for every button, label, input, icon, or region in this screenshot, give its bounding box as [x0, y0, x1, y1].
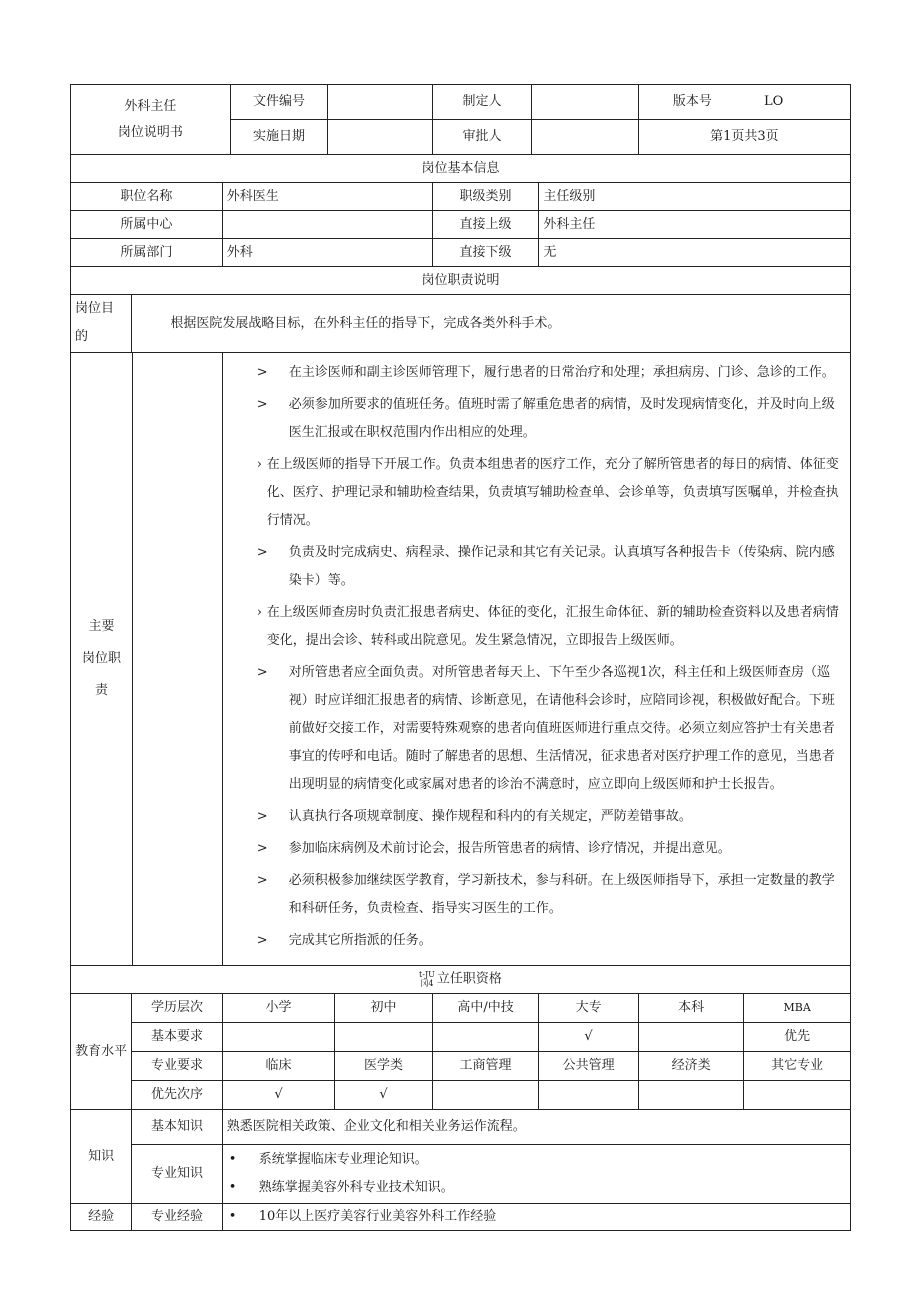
duty-marker: > — [256, 365, 268, 380]
basic-req-cell: √ — [539, 1023, 639, 1052]
superior-label: 直接上级 — [432, 211, 539, 239]
duty-marker: > — [256, 873, 268, 888]
major-cell: 工商管理 — [432, 1052, 539, 1081]
pro-knowledge-label: 专业知识 — [132, 1145, 222, 1204]
grade-label: 职级类别 — [432, 183, 539, 211]
doc-no-label: 文件编号 — [230, 85, 327, 120]
priority-cell: √ — [335, 1081, 432, 1110]
pro-knowledge-item — [227, 1174, 846, 1202]
dept-value: 外科 — [222, 239, 432, 267]
approver-label: 审批人 — [432, 120, 532, 155]
version-value: LO — [763, 94, 784, 109]
dept-label: 所属部门 — [71, 239, 223, 267]
duties-list — [222, 353, 850, 966]
experience-label: 经验 — [71, 1204, 132, 1231]
position-value: 外科医生 — [222, 183, 432, 211]
bullet-icon: • — [228, 1180, 237, 1195]
center-value — [222, 211, 432, 239]
purpose-label-2: 的 — [75, 329, 89, 344]
major-cell: 医学类 — [335, 1052, 432, 1081]
pro-experience-label: 专业经验 — [132, 1204, 222, 1231]
duty-text: 在上级医师查房时负责汇报患者病史、体征的变化，汇报生命体征、新的辅助检查资料以及患者病情变化，提出会诊、转科或出院意见。发生紧急情况，立即报告上级医师。 — [266, 605, 839, 648]
duty-text: 必须积极参加继续医学教育，学习新技术，参与科研。在上级医师指导下，承担一定数量的教学和科研任务，负责检查、指导实习医生的工作。 — [288, 873, 835, 916]
level-cell: 本科 — [638, 994, 744, 1023]
duty-marker: > — [256, 933, 268, 948]
duty-item — [257, 359, 846, 387]
priority-cell — [432, 1081, 539, 1110]
purpose-text: 根据医院发展战略目标，在外科主任的指导下，完成各类外科手术。 — [132, 295, 851, 353]
duty-item — [257, 867, 846, 923]
duty-text: 参加临床病例及术前讨论会，报告所管患者的病情、诊疗情况，并提出意见。 — [288, 841, 731, 856]
level-label: 学历层次 — [132, 994, 222, 1023]
duty-text: 在上级医师的指导下开展工作。负责本组患者的医疗工作，充分了解所管患者的每日的病情、体征变化、医疗、护理记录和辅助检查结果，负责填写辅助检查单、会诊单等，负责填写医嘱单，并检查执行情况。 — [266, 457, 839, 528]
pro-knowledge-text: 系统掌握临床专业理论知识。 — [258, 1152, 428, 1167]
title-line-2: 岗位说明书 — [117, 124, 183, 140]
duty-text: 完成其它所指派的任务。 — [288, 933, 432, 948]
duty-marker: > — [256, 545, 268, 560]
job-description-document — [70, 84, 851, 1231]
duty-text: 认真执行各项规章制度、操作规程和科内的有关规定，严防差错事故。 — [288, 809, 692, 824]
basic-req-cell: 优先 — [744, 1023, 851, 1052]
doc-no-value — [328, 85, 433, 120]
level-cell: MBA — [744, 994, 851, 1023]
superior-value: 外科主任 — [539, 211, 851, 239]
main-label-3: 责 — [94, 683, 108, 698]
duty-text: 对所管患者应全面负责。对所管患者每天上、下午至少各巡视1次，科主任和上级医师查房（巡视）时应详细汇报患者的病情、诊断意见，在请他科会诊时，应陪同诊视，积极做好配合。下班前做好交接工作，对需要特殊观察的患者向值班医师进行重点交待。必须立刻应答护士有关患者事宜的传呼和电话。随时了解患者的思想、生活情况，征求患者对医疗护理工作的意见，当患者出现明显的病情变化或家属对患者的诊治不满意时，应立即向上级医师和护士长报告。 — [288, 665, 835, 792]
qualification-title-prefix: t-JU 冈4 — [419, 970, 435, 989]
priority-cell — [744, 1081, 851, 1110]
duty-text: 负责及时完成病史、病程录、操作记录和其它有关记录。认真填写各种报告卡（传染病、院内感染卡）等。 — [288, 545, 835, 588]
document-title-cell — [71, 85, 231, 155]
duty-marker: > — [256, 665, 268, 680]
pro-experience-text: 10年以上医疗美容行业美容外科工作经验 — [258, 1209, 497, 1224]
knowledge-label: 知识 — [71, 1110, 132, 1204]
main-duties-label — [71, 353, 223, 966]
priority-label: 优先次序 — [132, 1081, 222, 1110]
duty-item — [257, 391, 846, 447]
priority-cell — [638, 1081, 744, 1110]
duty-text: 在主诊医师和副主诊医师管理下，履行患者的日常治疗和处理；承担病房、门诊、急诊的工作。 — [288, 365, 835, 380]
duty-item — [257, 599, 846, 655]
major-cell: 临床 — [222, 1052, 335, 1081]
basic-req-cell — [335, 1023, 432, 1052]
level-cell: 初中 — [335, 994, 432, 1023]
duty-marker: › — [256, 605, 262, 620]
pro-knowledge-item — [227, 1146, 846, 1174]
duty-item — [257, 659, 846, 799]
grade-value: 主任级别 — [539, 183, 851, 211]
major-req-label: 专业要求 — [132, 1052, 222, 1081]
pro-knowledge-list — [222, 1145, 850, 1204]
main-label-1: 主要 — [88, 619, 115, 634]
major-cell: 其它专业 — [744, 1052, 851, 1081]
maker-label: 制定人 — [432, 85, 532, 120]
qualification-title-text: 立任职资格 — [436, 971, 502, 987]
level-cell: 大专 — [539, 994, 639, 1023]
basic-req-cell — [638, 1023, 744, 1052]
title-line-1: 外科主任 — [124, 98, 177, 114]
duty-item — [257, 927, 846, 955]
basic-req-cell — [432, 1023, 539, 1052]
duties-title: 岗位职责说明 — [71, 267, 851, 295]
duty-marker: > — [256, 841, 268, 856]
qualification-title — [71, 966, 851, 994]
maker-value — [532, 85, 639, 120]
version-label: 版本号 — [672, 94, 712, 109]
job-description-table — [70, 84, 851, 1231]
duty-text: 必须参加所要求的值班任务。值班时需了解重危患者的病情，及时发现病情变化，并及时向上级医生汇报或在职权范围内作出相应的处理。 — [288, 397, 835, 440]
version-cell — [638, 85, 850, 120]
main-label-2: 岗位职 — [81, 651, 121, 666]
duty-item — [257, 803, 846, 831]
date-value — [328, 120, 433, 155]
basic-knowledge-text: 熟悉医院相关政策、企业文化和相关业务运作流程。 — [222, 1110, 850, 1145]
pro-experience-cell — [222, 1204, 850, 1231]
position-label: 职位名称 — [71, 183, 223, 211]
level-cell: 高中/中技 — [432, 994, 539, 1023]
subordinate-label: 直接下级 — [432, 239, 539, 267]
bullet-icon: • — [228, 1209, 237, 1224]
duty-item — [257, 835, 846, 863]
priority-cell: √ — [222, 1081, 335, 1110]
duty-item — [257, 539, 846, 595]
duty-item — [257, 451, 846, 535]
basic-info-title: 岗位基本信息 — [71, 155, 851, 183]
approver-value — [532, 120, 639, 155]
bullet-icon: • — [228, 1152, 237, 1167]
level-cell: 小学 — [222, 994, 335, 1023]
date-label: 实施日期 — [230, 120, 327, 155]
pro-experience-item — [227, 1205, 846, 1229]
basic-knowledge-label: 基本知识 — [132, 1110, 222, 1145]
major-cell: 公共管理 — [539, 1052, 639, 1081]
major-cell: 经济类 — [638, 1052, 744, 1081]
duty-marker: > — [256, 397, 268, 412]
page-info: 第1页共3页 — [638, 120, 850, 155]
duty-marker: > — [256, 809, 268, 824]
edu-label: 教育水平 — [71, 994, 132, 1110]
duty-marker: › — [256, 457, 262, 472]
basic-req-cell — [222, 1023, 335, 1052]
pro-knowledge-text: 熟练掌握美容外科专业技术知识。 — [258, 1180, 454, 1195]
subordinate-value: 无 — [539, 239, 851, 267]
purpose-label-1: 岗位目 — [75, 301, 115, 316]
basic-req-label: 基本要求 — [132, 1023, 222, 1052]
priority-cell — [539, 1081, 639, 1110]
center-label: 所属中心 — [71, 211, 223, 239]
purpose-label — [71, 295, 132, 353]
